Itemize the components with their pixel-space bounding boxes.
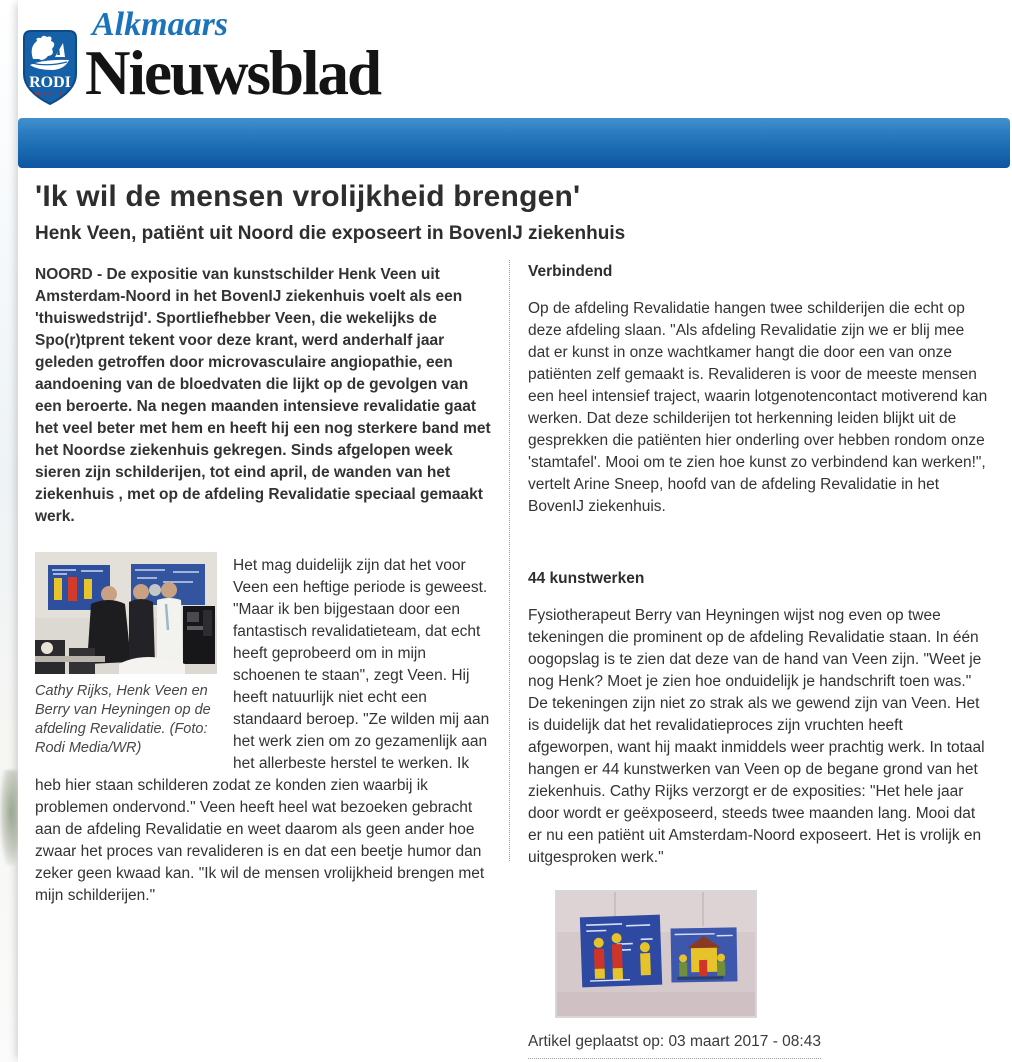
article-columns (35, 258, 990, 1058)
section-heading-verbindend: Verbindend (528, 263, 613, 280)
section-heading-44-kunstwerken: 44 kunstwerken (528, 570, 645, 587)
coffee-machine (183, 606, 215, 664)
section-text-44-kunstwerken: Fysiotherapeut Berry van Heyningen wijst nog even op twee tekeningen die prominent op de afdeling Revalidatie staan. In één oogopslag is te zien dat deze van de hand van Veen zijn. "Weet je nog Henk? Moet je zien hoe onduidelijk je handschrift toen was." De tekeningen zijn niet zo strak als we gewend zijn van Veen. Het is duidelijk dat het revalidatieproces zijn vruchten heeft afgeworpen, want hij maakt inmiddels weer prachtig werk. In totaal hangen er 44 kunstwerken van Veen op de begane grond van het ziekenhuis. Cathy Rijks verzorgt er de exposities: "Het hele jaar door wordt er geëxposeerd, steeds twee maanden lang. Mooi dat er nu een patiënt uit Amsterdam-Noord exposeert. Het is vrolijk en uitgesproken werk." (528, 607, 985, 866)
section-text-verbindend: Op de afdeling Revalidatie hangen twee schilderijen die echt op deze afdeling slaan. "Als afdeling Revalidatie zijn we er blij mee dat er kunst in onze wachtkamer hangt die door een van onze patiënten zelf gemaakt is. Revalideren is voor de meeste mensen een heel intensief traject, waarin lotgenotencontact motiverend kan werken. Dat deze schilderijen tot herkenning leiden blijkt uit de gesprekken die patiënten hier onderling over hebben rondom onze 'stamtafel'. Mooi om te zien hoe kunst zo verbindend kan werken!", vertelt Arine Sneep, hoofd van de afdeling Revalidatie in het BovenIJ ziekenhuis. (528, 300, 988, 515)
rodi-logo-text: RODI (29, 74, 71, 91)
posted-date: Artikel geplaatst op: 03 maart 2017 - 08:43 (528, 1033, 821, 1059)
painting-right (671, 927, 738, 982)
rodi-shield-logo[interactable] (19, 29, 81, 107)
article-body: Het mag duidelijk zijn dat het voor Veen een heftige periode is geweest. "Maar ik ben bijgestaan door een fantastisch revalidatieteam, dat echt heeft geprobeerd om in mijn schoenen te staan", zegt Veen. Hij heeft natuurlijk niet echt een standaard beroep. "Ze wilden mij aan het werk zien om zo gezamenlijk aan het allerbeste herstel te werken. Ik heb hier staan schilderen zodat ze konden zien waarbij ik problemen ondervond." Veen heeft heel wat bezoeken gebracht aan de afdeling Revalidatie en weet daarom als geen ander hoe zwaar het proces van revalideren is en dat een beetje humor dan zeker geen kwaad kan. "Ik wil de mensen vrolijkheid brengen met mijn schilderijen." (35, 557, 490, 904)
group-photo[interactable] (35, 552, 217, 674)
painting-left (580, 915, 662, 988)
photo-caption: Cathy Rijks, Henk Veen en Berry van Heyningen op de afdeling Revalidatie. (Foto: Rodi Media/WR) (35, 683, 211, 756)
exhibition-photo[interactable] (557, 892, 755, 1016)
article-title: 'Ik wil de mensen vrolijkheid brengen' (35, 180, 581, 213)
article-intro: NOORD - De expositie van kunstschilder Henk Veen uit Amsterdam-Noord in het BovenIJ ziekenhuis voelt als een 'thuiswedstrijd'. Sportliefhebber Veen, die wekelijks de Spo(r)tprent tekent voor deze krant, werd anderhalf jaar geleden getroffen door microvasculaire angiopathie, een aandoening van de bloedvaten die lijkt op de gevolgen van een beroerte. Na negen maanden intensieve revalidatie gaat het veel beter met hem en heeft hij een nog sterkere band met het Noordse ziekenhuis gekregen. Sinds afgelopen week sieren zijn schilderijen, tot eind april, de wanden van het ziekenhuis , met op de afdeling Revalidatie speciaal gemaakt werk. (35, 266, 491, 525)
article-column-right (528, 258, 990, 1059)
content-card (18, 0, 1012, 1062)
posted-date-row (528, 1033, 990, 1059)
article (18, 168, 1012, 1058)
group-photo-figure (35, 552, 217, 758)
people (87, 582, 183, 664)
rodi-media-text: media (34, 91, 66, 97)
brand-name-nieuwsblad[interactable]: Nieuwsblad (85, 38, 381, 108)
page-background-strip (0, 0, 18, 1062)
masthead (18, 0, 1012, 118)
background-trees-image (0, 770, 18, 865)
navigation-bar (18, 118, 1010, 168)
exhibition-photo-frame (555, 890, 757, 1018)
column-divider (509, 260, 510, 861)
article-subtitle: Henk Veen, patiënt uit Noord die exposeert in BovenIJ ziekenhuis (35, 223, 626, 244)
article-column-left (35, 258, 492, 907)
brand-name-alkmaars[interactable]: Alkmaars (92, 6, 229, 43)
